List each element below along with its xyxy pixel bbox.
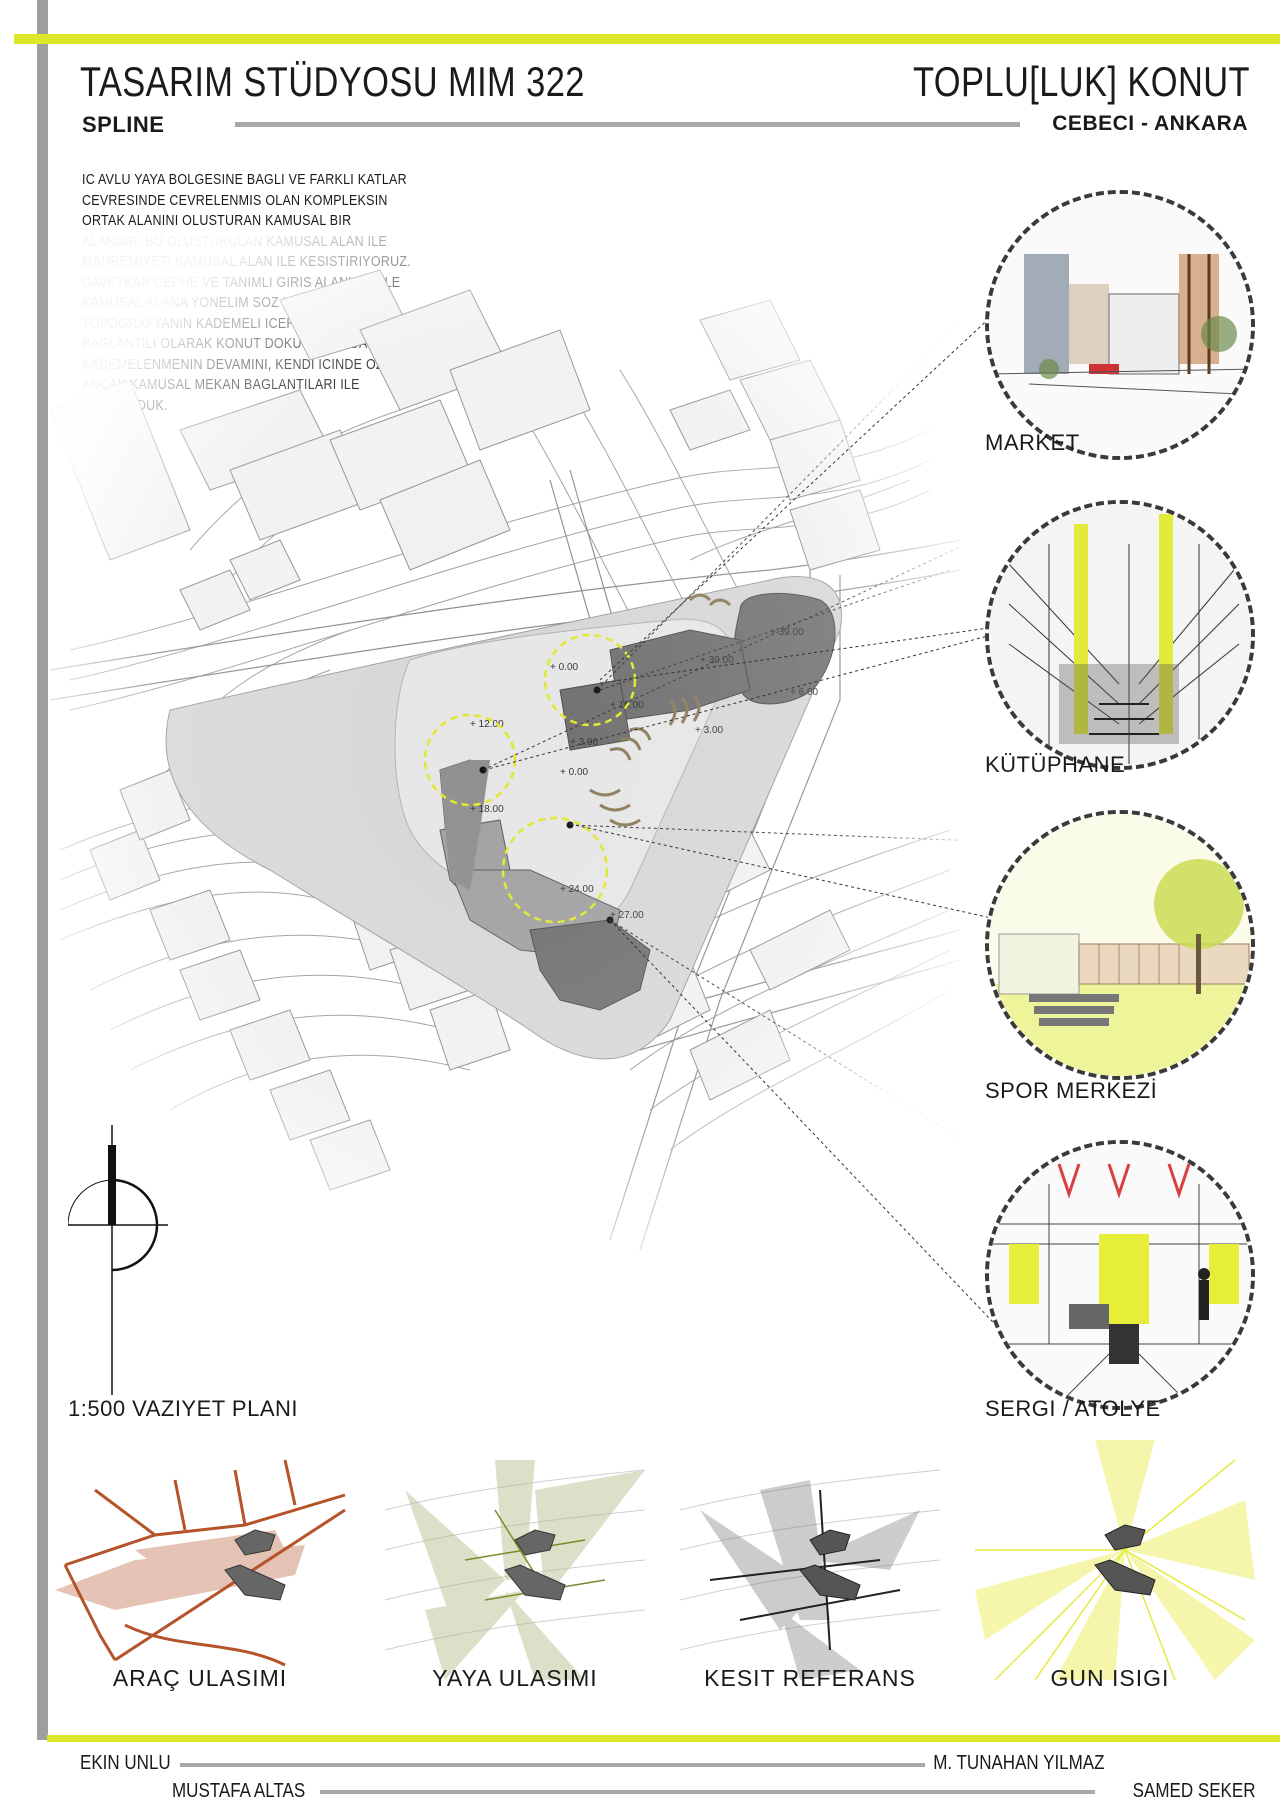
intro-paragraph: IC AVLU YAYA BOLGESINE BAGLI VE FARKLI KATLAR CEVRESINDE CEVRELENMIS OLAN KOMPLEKSIN ORTAK ALANINI OLUSTURAN KAMUSAL BIR [82, 172, 407, 229]
author-name: EKIN UNLU [80, 1752, 171, 1774]
sports-center-view [985, 810, 1255, 1080]
exhibition-view [985, 1140, 1255, 1410]
studio-title: TASARIM STÜDYOSU MIM 322 [80, 58, 585, 105]
footer-rule [180, 1763, 925, 1767]
site-plan-scale: 1:500 VAZIYET PLANI [68, 1396, 299, 1421]
library-sketch-icon [989, 504, 1255, 770]
market-sketch-icon [989, 194, 1255, 460]
project-title: TOPLU[LUK] KONUT [912, 58, 1250, 105]
author-name: MUSTAFA ALTAS [172, 1780, 306, 1802]
library-view [985, 500, 1255, 770]
pedestrian-access-label: YAYA ULASIMI [432, 1665, 598, 1691]
vehicle-access-diagram [55, 1450, 355, 1680]
project-name: SPLINE [82, 112, 165, 137]
location-label: CEBECI - ANKARA [1052, 112, 1248, 135]
footer-rule-2 [320, 1790, 1095, 1794]
sunlight-diagram [975, 1440, 1255, 1680]
section-reference-diagram [680, 1450, 940, 1680]
exhibition-sketch-icon [989, 1144, 1255, 1410]
market-view [985, 190, 1255, 460]
sunlight-label: GUN ISIGI [1050, 1665, 1170, 1691]
exhibition-label: SERGI / ATOLYE [985, 1396, 1161, 1421]
section-reference-label: KESIT REFERANS [704, 1665, 916, 1691]
market-label: MARKET [985, 430, 1080, 455]
vehicle-access-label: ARAÇ ULASIMI [112, 1665, 288, 1691]
author-name: SAMED SEKER [1132, 1780, 1255, 1802]
author-name: M. TUNAHAN YILMAZ [933, 1752, 1105, 1774]
sports-center-label: SPOR MERKEZİ [985, 1078, 1158, 1103]
pedestrian-access-diagram [385, 1450, 645, 1680]
north-arrow-icon [68, 1125, 168, 1395]
sports-sketch-icon [989, 814, 1255, 1080]
library-label: KÜTÜPHANE [985, 752, 1126, 777]
